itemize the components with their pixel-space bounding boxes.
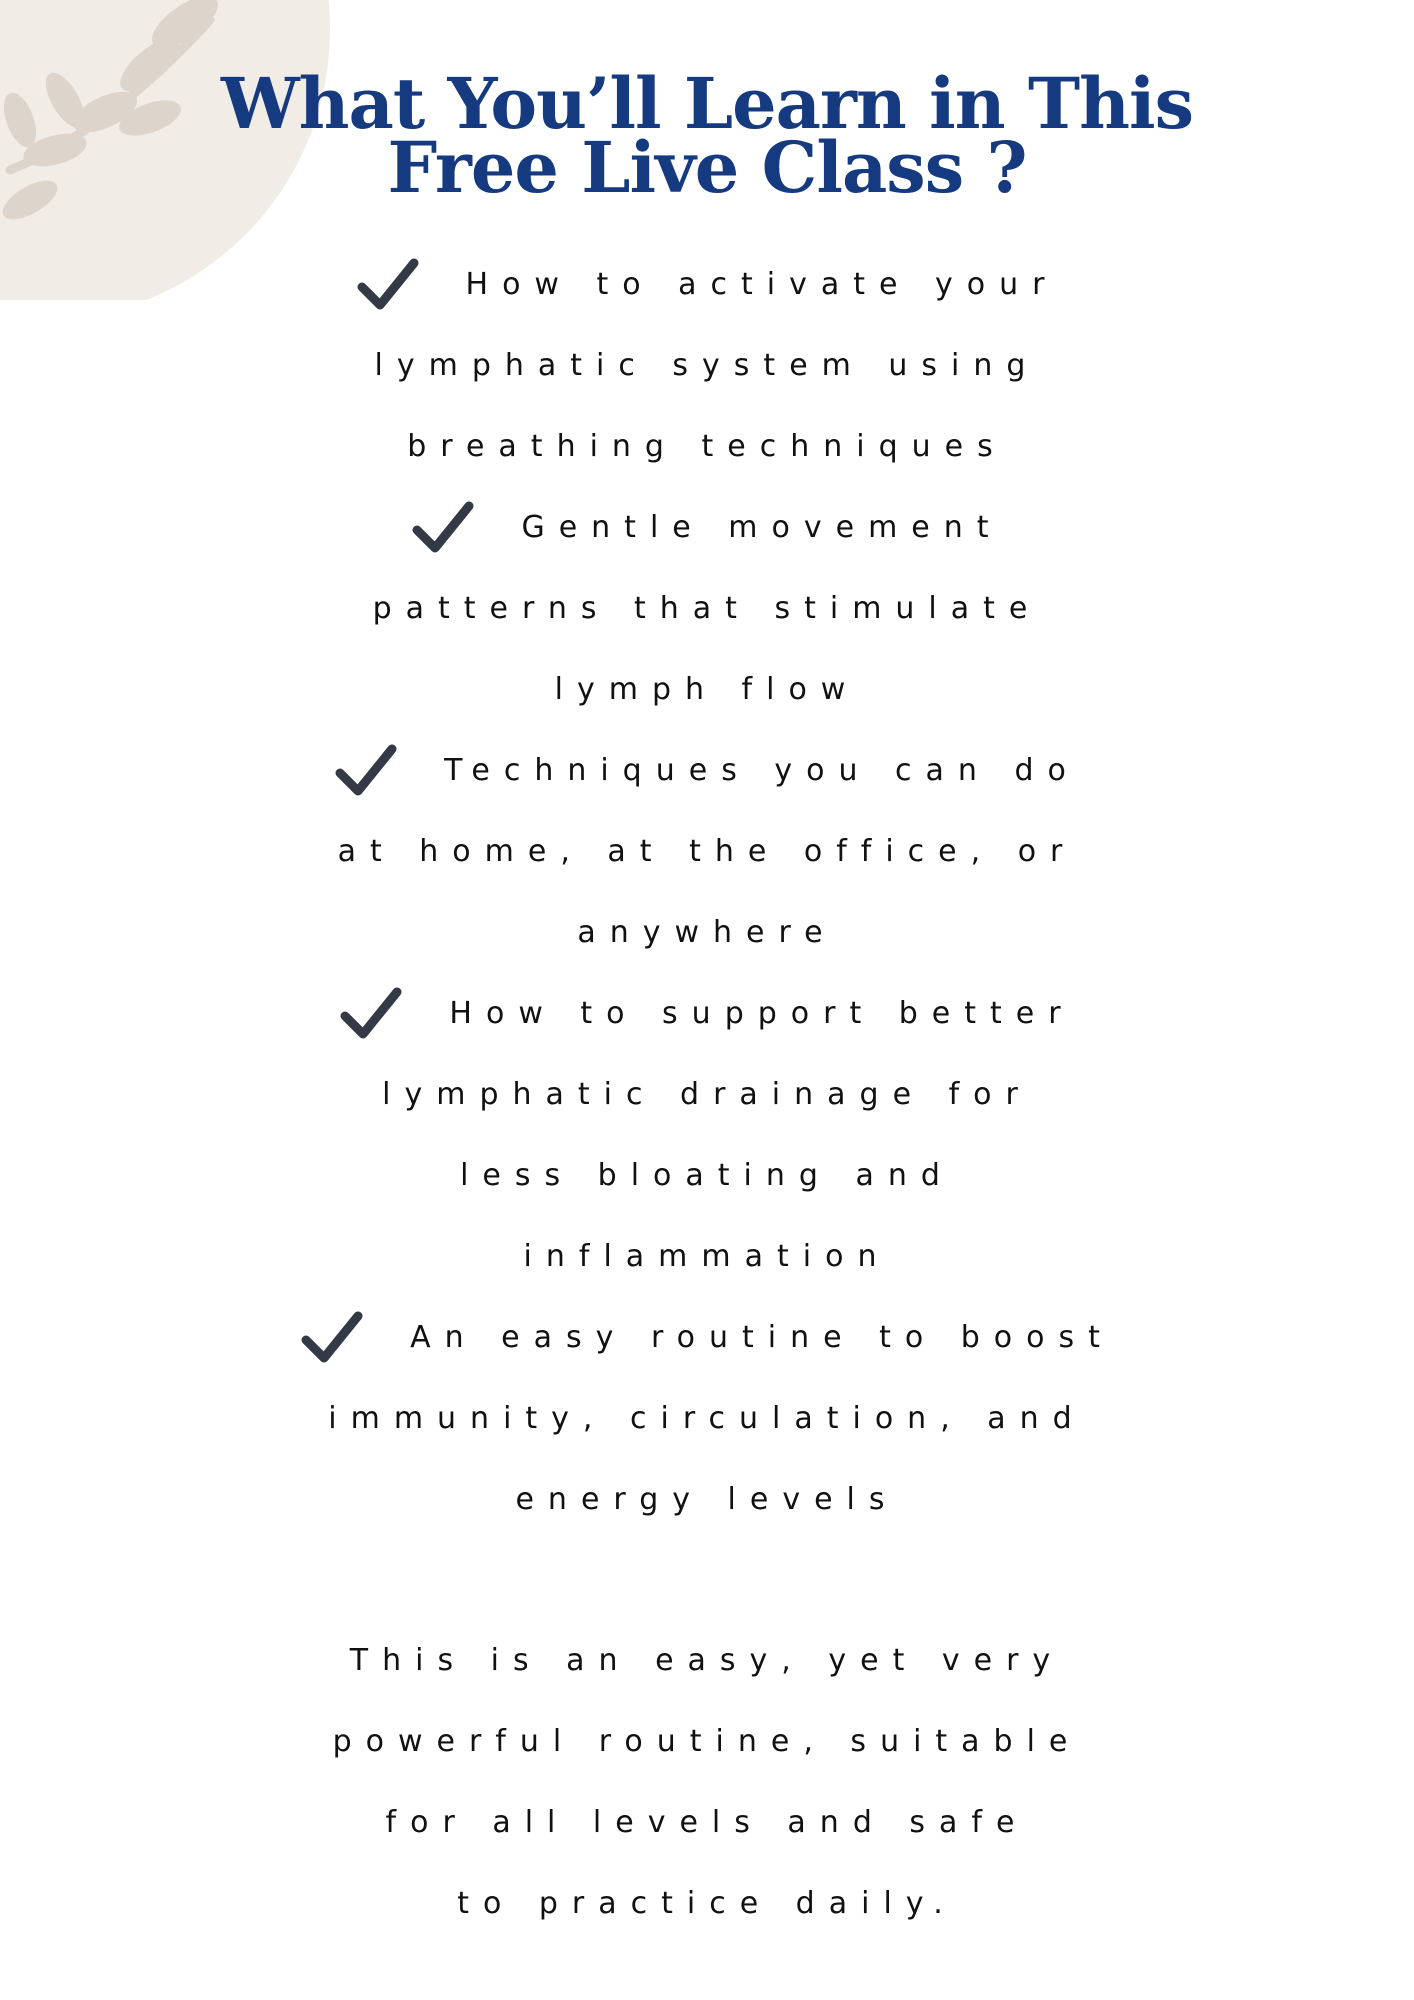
benefit-line: immunity, circulation, and <box>328 1401 1086 1436</box>
benefit-line <box>0 973 1414 1054</box>
benefit-line <box>0 244 1414 325</box>
closing-paragraph <box>0 1620 1414 1944</box>
spacer <box>0 1540 1414 1620</box>
benefit-text: An easy routine to boost <box>410 1320 1114 1355</box>
benefit-text: How to activate your <box>465 267 1059 302</box>
checkmark-icon <box>334 743 398 799</box>
benefit-line: energy levels <box>515 1482 899 1517</box>
benefit-text: Techniques you can do <box>444 753 1080 788</box>
benefit-line: anywhere <box>577 915 837 950</box>
benefit-line <box>0 1297 1414 1378</box>
checkmark-icon <box>411 500 475 556</box>
benefit-text: Gentle movement <box>521 510 1003 545</box>
benefit-item-routine <box>0 1297 1414 1540</box>
title-line-1: What You’ll Learn in This <box>220 62 1194 145</box>
closing-line: to practice daily. <box>457 1886 957 1921</box>
closing-line: This is an easy, yet very <box>349 1643 1065 1678</box>
benefit-line: less bloating and <box>460 1158 954 1193</box>
benefit-item-movement <box>0 487 1414 730</box>
benefits-list <box>0 244 1414 1944</box>
benefit-item-techniques <box>0 730 1414 973</box>
checkmark-icon <box>339 986 403 1042</box>
checkmark-icon <box>356 257 420 313</box>
benefit-line: at home, at the office, or <box>337 834 1077 869</box>
closing-line: powerful routine, suitable <box>332 1724 1082 1759</box>
benefit-text: How to support better <box>449 996 1075 1031</box>
benefit-line: lymphatic drainage for <box>382 1077 1032 1112</box>
benefit-line: patterns that stimulate <box>372 591 1042 626</box>
benefit-line: inflammation <box>523 1239 891 1274</box>
closing-line: for all levels and safe <box>385 1805 1029 1840</box>
benefit-line: lymph flow <box>554 672 860 707</box>
benefit-line: breathing techniques <box>407 429 1007 464</box>
benefit-line <box>0 730 1414 811</box>
benefit-line <box>0 487 1414 568</box>
page-title <box>0 62 1414 209</box>
checkmark-icon <box>300 1310 364 1366</box>
benefit-item-drainage <box>0 973 1414 1297</box>
benefit-item-activate <box>0 244 1414 487</box>
benefit-line: lymphatic system using <box>374 348 1040 383</box>
title-line-2: Free Live Class ? <box>387 126 1027 209</box>
